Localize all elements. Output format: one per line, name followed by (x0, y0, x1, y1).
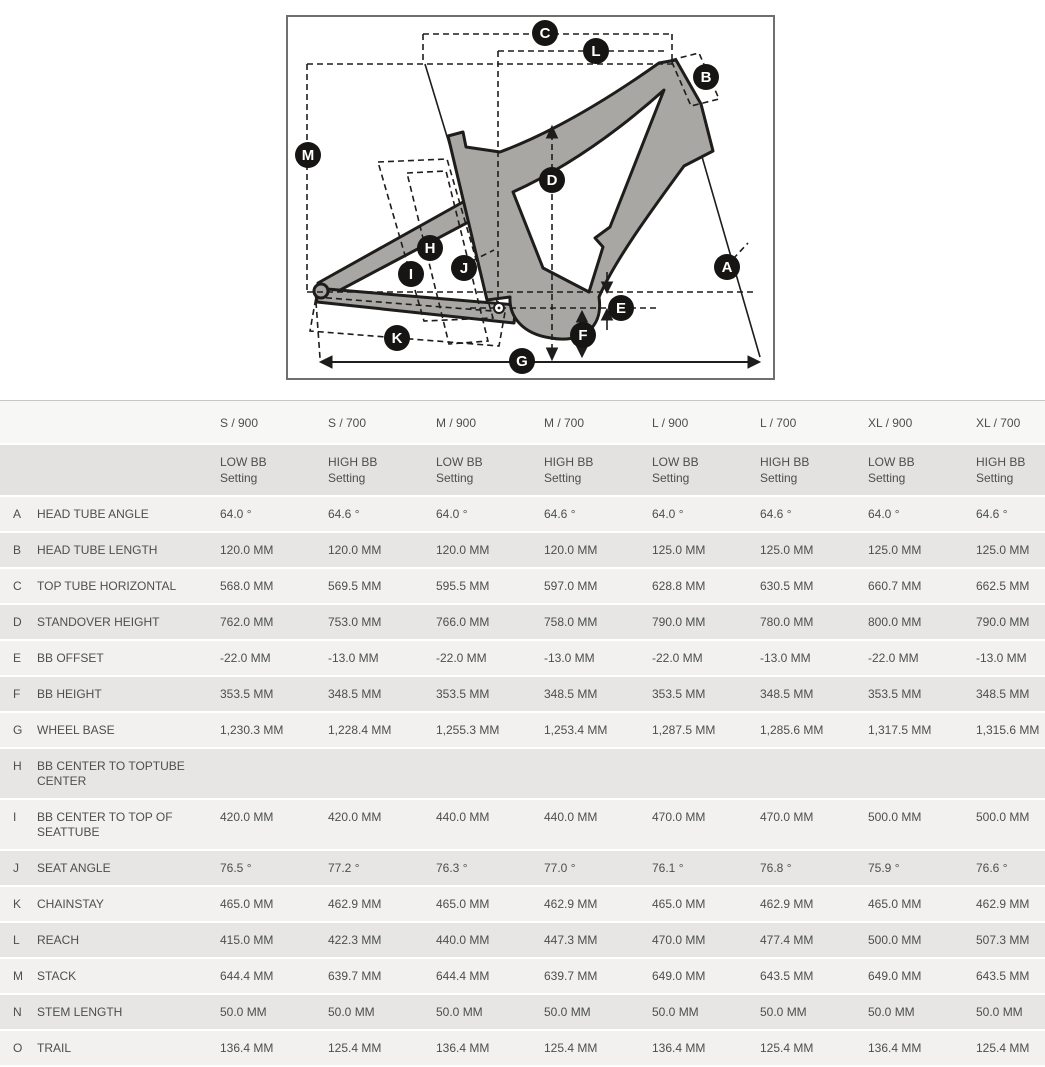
geometry-value: 470.0 MM (652, 933, 706, 947)
size-header-row (0, 401, 1045, 445)
table-row (0, 533, 1045, 569)
bb-setting-word: Setting (868, 471, 906, 485)
bb-setting-word: Setting (976, 471, 1014, 485)
marker-M (295, 142, 321, 168)
bb-setting-name: LOW BB (652, 455, 699, 469)
geometry-value: 420.0 MM (328, 810, 382, 824)
size-column-header: L / 700 (760, 416, 797, 430)
size-column-header: L / 900 (652, 416, 689, 430)
geometry-value: 649.0 MM (868, 969, 922, 983)
bb-setting-name: HIGH BB (544, 455, 594, 469)
geometry-value: 762.0 MM (220, 615, 274, 629)
row-label: BB CENTER TO TOPTUBE CENTER (37, 759, 185, 788)
row-label: HEAD TUBE ANGLE (37, 507, 149, 521)
marker-J (451, 255, 477, 281)
size-column-header: XL / 900 (868, 416, 913, 430)
geometry-value: -13.0 MM (328, 651, 379, 665)
row-label: WHEEL BASE (37, 723, 115, 737)
geometry-value: 125.0 MM (760, 543, 814, 557)
geometry-value: 1,287.5 MM (652, 723, 716, 737)
geometry-value: 649.0 MM (652, 969, 706, 983)
marker-D-letter: D (546, 172, 558, 189)
geometry-value: 353.5 MM (652, 687, 706, 701)
geometry-value: -13.0 MM (760, 651, 811, 665)
geometry-value: -22.0 MM (220, 651, 271, 665)
geometry-value: 64.6 ° (544, 507, 576, 521)
table-row (0, 887, 1045, 923)
marker-J-letter: J (459, 260, 469, 277)
geometry-value: 790.0 MM (976, 615, 1030, 629)
marker-K (384, 325, 410, 351)
geometry-value: 50.0 MM (652, 1005, 699, 1019)
size-column-header: M / 900 (436, 416, 477, 430)
geometry-value: -13.0 MM (544, 651, 595, 665)
geometry-value: 790.0 MM (652, 615, 706, 629)
geometry-value: 353.5 MM (868, 687, 922, 701)
marker-E-letter: E (615, 300, 627, 317)
geometry-value: 75.9 ° (868, 861, 900, 875)
geometry-value: 800.0 MM (868, 615, 922, 629)
geometry-value: 125.4 MM (976, 1041, 1030, 1055)
geometry-value: 1,285.6 MM (760, 723, 824, 737)
geometry-value: 1,228.4 MM (328, 723, 392, 737)
geometry-value: 643.5 MM (760, 969, 814, 983)
bb-setting-header (643, 454, 751, 486)
bb-setting-name: HIGH BB (760, 455, 810, 469)
bb-setting-header (319, 454, 427, 486)
size-column-header: S / 900 (220, 416, 259, 430)
row-letter: C (13, 579, 22, 593)
geometry-value: 753.0 MM (328, 615, 382, 629)
marker-K-letter: K (391, 330, 403, 347)
bb-setting-header (535, 454, 643, 486)
row-label: BB CENTER TO TOP OF SEATTUBE (37, 810, 173, 839)
marker-G (509, 348, 535, 374)
row-label: BB OFFSET (37, 651, 104, 665)
table-row (0, 605, 1045, 641)
bb-setting-header-row (0, 445, 1045, 497)
row-label: REACH (37, 933, 80, 947)
geometry-value: 662.5 MM (976, 579, 1030, 593)
geometry-value: 447.3 MM (544, 933, 598, 947)
geometry-value: 125.0 MM (868, 543, 922, 557)
marker-L (583, 38, 609, 64)
marker-G-letter: G (516, 353, 528, 370)
row-label: SEAT ANGLE (37, 861, 111, 875)
geometry-value: 644.4 MM (436, 969, 490, 983)
row-letter: A (13, 507, 22, 521)
geometry-value: 77.2 ° (328, 861, 360, 875)
size-column-header: S / 700 (328, 416, 367, 430)
geometry-value: 64.6 ° (760, 507, 792, 521)
row-letter: J (13, 861, 19, 875)
geometry-value: 628.8 MM (652, 579, 706, 593)
geometry-value: 1,255.3 MM (436, 723, 500, 737)
marker-A (714, 254, 740, 280)
row-letter: N (13, 1005, 22, 1019)
bottom-bracket-marker (494, 303, 504, 313)
geometry-value: 568.0 MM (220, 579, 274, 593)
geometry-value: 136.4 MM (868, 1041, 922, 1055)
geometry-value: 630.5 MM (760, 579, 814, 593)
geometry-value: 353.5 MM (436, 687, 490, 701)
geometry-value: 136.4 MM (220, 1041, 274, 1055)
geometry-value: 500.0 MM (868, 810, 922, 824)
geometry-value: 76.8 ° (760, 861, 792, 875)
row-label: HEAD TUBE LENGTH (37, 543, 158, 557)
geometry-value: 500.0 MM (976, 810, 1030, 824)
bb-setting-word: Setting (544, 471, 582, 485)
geometry-value: 440.0 MM (436, 933, 490, 947)
row-letter: E (13, 651, 22, 665)
bike-geometry-diagram (0, 0, 1045, 400)
bb-setting-word: Setting (436, 471, 474, 485)
geometry-value: 462.9 MM (976, 897, 1030, 911)
geometry-value: 1,315.6 MM (976, 723, 1040, 737)
table-row (0, 995, 1045, 1031)
table-row (0, 923, 1045, 959)
table-row (0, 497, 1045, 533)
geometry-value: 507.3 MM (976, 933, 1030, 947)
marker-E (608, 295, 634, 321)
marker-C-letter: C (539, 25, 551, 42)
geometry-value: 465.0 MM (868, 897, 922, 911)
row-label: STACK (37, 969, 77, 983)
geometry-value: 125.0 MM (976, 543, 1030, 557)
bb-setting-name: LOW BB (220, 455, 267, 469)
rear-dropout (314, 284, 328, 298)
bb-setting-name: LOW BB (868, 455, 915, 469)
geometry-value: 597.0 MM (544, 579, 598, 593)
geometry-value: 643.5 MM (976, 969, 1030, 983)
table-row (0, 641, 1045, 677)
geometry-value: 1,230.3 MM (220, 723, 284, 737)
geometry-value: 465.0 MM (220, 897, 274, 911)
geometry-value: -22.0 MM (652, 651, 703, 665)
table-row (0, 749, 1045, 800)
row-letter: H (13, 759, 22, 773)
marker-L-letter: L (591, 43, 601, 60)
row-label: BB HEIGHT (37, 687, 102, 701)
bb-setting-header (859, 454, 967, 486)
marker-I-letter: I (408, 266, 414, 283)
geometry-value: 120.0 MM (220, 543, 274, 557)
marker-F (570, 322, 596, 348)
geometry-value: 125.4 MM (328, 1041, 382, 1055)
geometry-value: 477.4 MM (760, 933, 814, 947)
geometry-value: 76.6 ° (976, 861, 1008, 875)
row-letter: F (13, 687, 21, 701)
geometry-value: 64.6 ° (976, 507, 1008, 521)
geometry-value: 462.9 MM (544, 897, 598, 911)
row-letter: O (13, 1041, 23, 1055)
geometry-value: 76.5 ° (220, 861, 252, 875)
size-column-header: XL / 700 (976, 416, 1021, 430)
geometry-value: -22.0 MM (868, 651, 919, 665)
marker-D (539, 167, 565, 193)
geometry-value: 766.0 MM (436, 615, 490, 629)
geometry-value: -22.0 MM (436, 651, 487, 665)
geometry-value: 125.0 MM (652, 543, 706, 557)
table-row (0, 800, 1045, 851)
geometry-value: 348.5 MM (328, 687, 382, 701)
geometry-value: 415.0 MM (220, 933, 274, 947)
marker-I (398, 261, 424, 287)
geometry-value: 50.0 MM (760, 1005, 807, 1019)
marker-H (417, 235, 443, 261)
geometry-value: 50.0 MM (976, 1005, 1023, 1019)
bb-setting-header (967, 454, 1045, 486)
bb-setting-name: HIGH BB (328, 455, 378, 469)
geometry-value: 462.9 MM (760, 897, 814, 911)
bb-setting-name: HIGH BB (976, 455, 1026, 469)
geometry-value: 595.5 MM (436, 579, 490, 593)
bb-setting-word: Setting (760, 471, 798, 485)
geometry-value: 465.0 MM (652, 897, 706, 911)
row-letter: D (13, 615, 22, 629)
geometry-value: 50.0 MM (220, 1005, 267, 1019)
geometry-value: 644.4 MM (220, 969, 274, 983)
row-letter: M (13, 969, 23, 983)
geometry-value: 470.0 MM (652, 810, 706, 824)
geometry-value: 470.0 MM (760, 810, 814, 824)
geometry-value: 64.0 ° (652, 507, 684, 521)
geometry-value: 420.0 MM (220, 810, 274, 824)
geometry-table-body (0, 497, 1045, 1067)
geometry-value: 77.0 ° (544, 861, 576, 875)
bb-setting-word: Setting (328, 471, 366, 485)
geometry-value: 780.0 MM (760, 615, 814, 629)
row-letter: B (13, 543, 22, 557)
geometry-value: 440.0 MM (436, 810, 490, 824)
geometry-value: 1,253.4 MM (544, 723, 608, 737)
geometry-value: 120.0 MM (328, 543, 382, 557)
geometry-value: 348.5 MM (976, 687, 1030, 701)
row-label: CHAINSTAY (37, 897, 104, 911)
row-label: TOP TUBE HORIZONTAL (37, 579, 177, 593)
geometry-table (0, 400, 1045, 1067)
geometry-value: 348.5 MM (544, 687, 598, 701)
geometry-value: 120.0 MM (436, 543, 490, 557)
bb-setting-word: Setting (220, 471, 258, 485)
row-letter: G (13, 723, 23, 737)
row-letter: K (13, 897, 22, 911)
marker-B-letter: B (700, 69, 712, 86)
marker-F-letter: F (578, 327, 588, 344)
marker-A-letter: A (721, 259, 733, 276)
geometry-value: 64.0 ° (868, 507, 900, 521)
geometry-value: 758.0 MM (544, 615, 598, 629)
geometry-value: 64.0 ° (220, 507, 252, 521)
table-row (0, 569, 1045, 605)
table-row (0, 959, 1045, 995)
geometry-value: 50.0 MM (544, 1005, 591, 1019)
geometry-value: 125.4 MM (760, 1041, 814, 1055)
row-label: STANDOVER HEIGHT (37, 615, 160, 629)
geometry-value: 422.3 MM (328, 933, 382, 947)
geometry-value: 639.7 MM (544, 969, 598, 983)
geometry-value: 136.4 MM (652, 1041, 706, 1055)
geometry-value: 500.0 MM (868, 933, 922, 947)
diagram-panel (0, 0, 1045, 400)
bb-setting-word: Setting (652, 471, 690, 485)
geometry-value: 64.6 ° (328, 507, 360, 521)
geometry-value: 136.4 MM (436, 1041, 490, 1055)
geometry-value: 50.0 MM (868, 1005, 915, 1019)
geometry-value: 353.5 MM (220, 687, 274, 701)
geometry-value: 569.5 MM (328, 579, 382, 593)
marker-H-letter: H (424, 240, 436, 257)
geometry-value: 462.9 MM (328, 897, 382, 911)
table-row (0, 1031, 1045, 1067)
geometry-value: 639.7 MM (328, 969, 382, 983)
geometry-value: 50.0 MM (328, 1005, 375, 1019)
table-row (0, 713, 1045, 749)
geometry-value: 76.1 ° (652, 861, 684, 875)
geometry-value: 1,317.5 MM (868, 723, 932, 737)
size-column-header: M / 700 (544, 416, 585, 430)
geometry-value: 440.0 MM (544, 810, 598, 824)
marker-B (693, 64, 719, 90)
table-row (0, 851, 1045, 887)
geometry-value: 76.3 ° (436, 861, 468, 875)
geometry-value: 125.4 MM (544, 1041, 598, 1055)
bb-setting-header (427, 454, 535, 486)
geometry-value: -13.0 MM (976, 651, 1027, 665)
geometry-value: 465.0 MM (436, 897, 490, 911)
table-row (0, 677, 1045, 713)
geometry-value: 120.0 MM (544, 543, 598, 557)
bb-setting-header (211, 454, 319, 486)
marker-C (532, 20, 558, 46)
geometry-value: 64.0 ° (436, 507, 468, 521)
geometry-value: 50.0 MM (436, 1005, 483, 1019)
geometry-value: 660.7 MM (868, 579, 922, 593)
marker-M-letter: M (301, 147, 315, 164)
row-label: TRAIL (37, 1041, 72, 1055)
bb-setting-name: LOW BB (436, 455, 483, 469)
row-label: STEM LENGTH (37, 1005, 123, 1019)
row-letter: I (13, 810, 17, 824)
row-letter: L (13, 933, 20, 947)
bb-setting-header (751, 454, 859, 486)
geometry-value: 348.5 MM (760, 687, 814, 701)
